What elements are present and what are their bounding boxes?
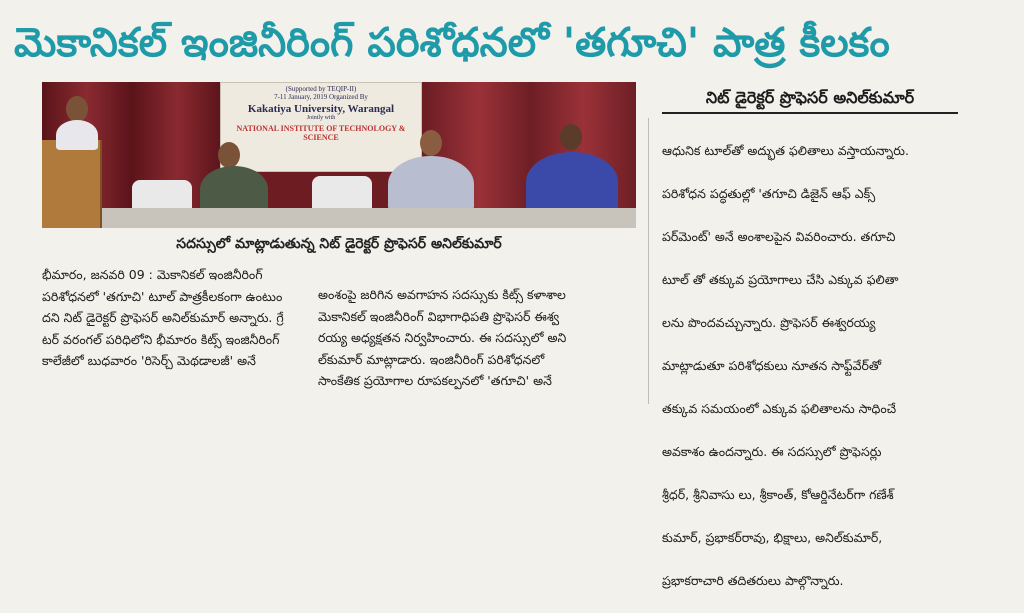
headline: మెకానికల్ ఇంజినీరింగ్ పరిశోధనలో 'తగూచి' పాత్ర కీలకం <box>14 20 890 66</box>
subheadline: నిట్ డైరెక్టర్ ప్రొఫెసర్ అనిల్‌కుమార్ <box>662 84 958 114</box>
seated-person-3 <box>526 152 618 212</box>
podium <box>42 140 102 228</box>
speaker-figure <box>56 120 98 150</box>
text-line: ల్‌కుమార్ మాట్లాడారు. ఇంజినీరింగ్ పరిశోధనలో <box>318 351 545 367</box>
text-line: రయ్య అధ్యక్షతన నిర్వహించారు. ఈ సదస్సులో అని <box>318 330 567 345</box>
person-head <box>420 130 442 156</box>
seated-person-1 <box>200 166 268 212</box>
seated-person-2 <box>388 156 474 212</box>
body-column-3 <box>662 118 1000 588</box>
banner-line-1: (Supported by TEQIP-II) <box>285 85 357 93</box>
text-line: భీమారం, జనవరి 09 : మెకానికల్ ఇంజినీరింగ్ <box>42 267 263 282</box>
banner-line-2: 7-11 January, 2019 Organized By <box>274 93 368 101</box>
person-head <box>560 124 582 150</box>
text-line: పర్‌మెంట్' అనే అంశాలపైన వివరించారు. తగూచి <box>662 228 896 244</box>
banner-line-3: Kakatiya University, Warangal <box>247 103 395 115</box>
text-line: అంశంపై జరిగిన అవగాహన సదస్సుకు కిట్స్ కళాశాల <box>318 287 566 302</box>
text-line: శ్రీధర్, శ్రీనివాసు లు, శ్రీకాంత్, కోఆర్డినేటర్‌గా గణేశ్ <box>662 486 894 502</box>
text-line: కుమార్, ప్రభాకర్‌రావు, భిక్షాలు, అనిల్‌కుమార్, <box>662 529 883 545</box>
text-line: టూల్ తో తక్కువ ప్రయోగాలు చేసి ఎక్కువ ఫలితా <box>662 271 899 287</box>
text-line: ప్రభాకరాచారి తదితరులు పాల్గొన్నారు. <box>662 572 844 588</box>
text-line: ఆధునిక టూల్‌తో అద్భుత ఫలితాలు వస్తాయన్నారు. <box>662 142 909 158</box>
column-divider <box>648 118 649 404</box>
text-line: లను పొందవచ్చున్నారు. ప్రొఫెసర్ ఈశ్వరయ్య <box>662 314 876 330</box>
body-column-1 <box>42 264 306 396</box>
event-banner <box>220 82 422 172</box>
speaker-head <box>66 96 88 122</box>
text-line: కాలేజీలో బుధవారం 'రిసెర్చ్ మెథడాలజీ' అనే <box>42 353 256 368</box>
body-column-2 <box>318 284 638 396</box>
text-line: మెకానికల్ ఇంజినీరింగ్ విభాగాధిపతి ప్రొఫెసర్ ఈశ్వ <box>318 308 560 324</box>
banner-line-5: NATIONAL INSTITUTE OF TECHNOLOGY & SCIENCE <box>236 124 406 142</box>
text-line: తక్కువ సమయంలో ఎక్కువ ఫలితాలను సాధించే <box>662 400 897 416</box>
text-line: దని నిట్ డైరెక్టర్ ప్రొఫెసర్ అనిల్‌కుమార్ అన్నారు. గ్రే <box>42 310 284 325</box>
news-photo <box>42 82 636 228</box>
text-line: మాట్లాడుతూ పరిశోధకులు నూతన సాఫ్ట్‌వేర్‌తో <box>662 357 882 373</box>
text-line: టర్ వరంగల్ పరిధిలోని భీమారం కిట్స్ ఇంజినీరింగ్ <box>42 331 280 347</box>
dais-table <box>102 208 636 228</box>
text-line: అవకాశం ఉందన్నారు. ఈ సదస్సులో ప్రొఫెసర్లు <box>662 443 882 459</box>
text-line: సాంకేతిక ప్రయోగాల రూపకల్పనలో 'తగూచి' అనే <box>318 373 552 388</box>
text-line: పరిశోధనలో 'తగూచి' టూల్ పాత్రకీలకంగా ఉంటుం <box>42 288 283 304</box>
photo-caption: సదస్సులో మాట్లాడుతున్న నిట్ డైరెక్టర్ ప్రొఫెసర్ అనిల్‌కుమార్ <box>176 236 502 252</box>
person-head <box>218 142 240 168</box>
banner-line-4: Jointly with <box>306 115 336 121</box>
text-line: పరిశోధన పద్ధతుల్లో 'తగూచి డిజైన్ ఆఫ్ ఎక్స్ <box>662 185 876 201</box>
